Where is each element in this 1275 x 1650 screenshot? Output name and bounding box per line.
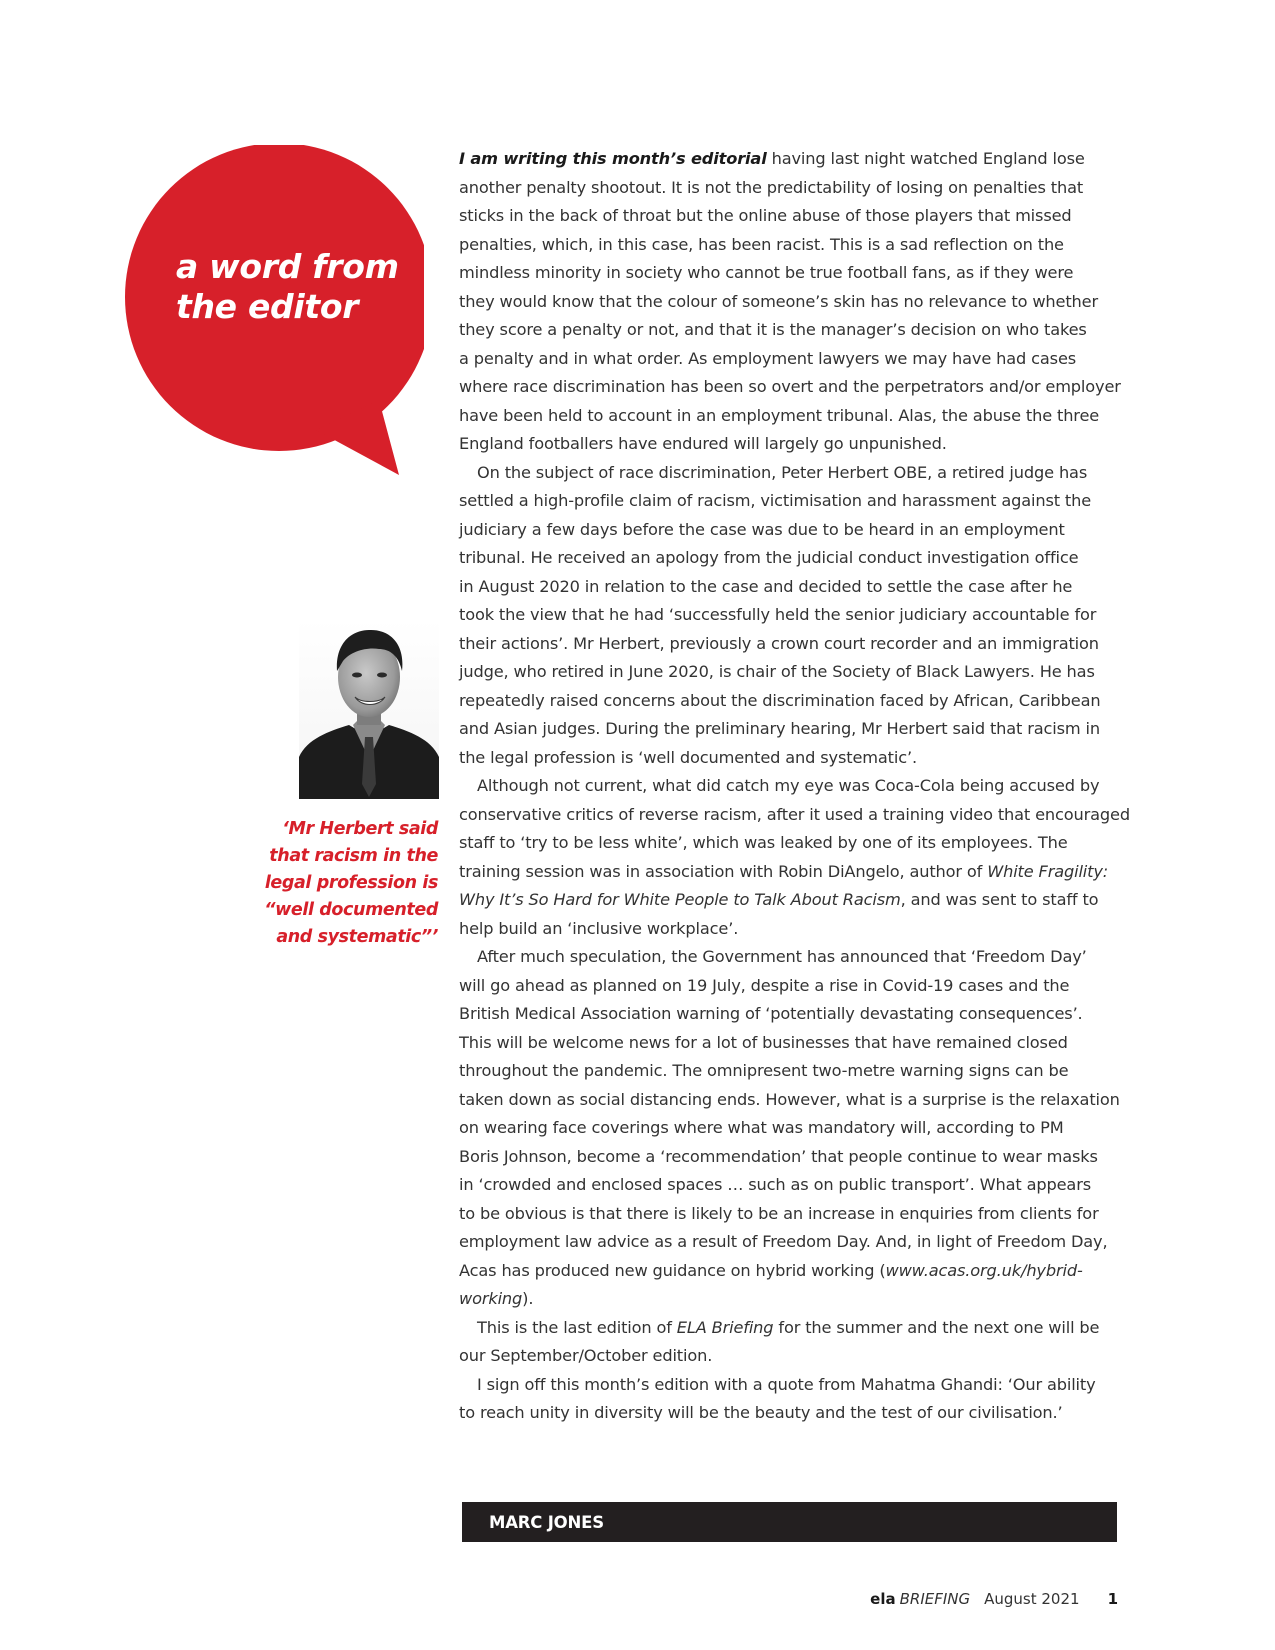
- heading-line: the editor: [176, 287, 359, 326]
- body-line: to reach unity in diversity will be the beauty and the test of our civilisation.’: [459, 1403, 1063, 1422]
- body-line: [459, 1257, 1119, 1286]
- body-line: taken down as social distancing ends. However, what is a surprise is the relaxation: [459, 1089, 1120, 1109]
- body-line: British Medical Association warning of ‘potentially devastating consequences’.: [459, 1004, 1083, 1023]
- body-line: a penalty and in what order. As employment lawyers we may have had cases: [459, 348, 1077, 368]
- book-title: White Fragility:: [987, 861, 1109, 881]
- page-footer: [870, 1590, 1118, 1608]
- lead-in: I am writing this month’s editorial: [459, 149, 767, 168]
- body-line: employment law advice as a result of Freedom Day. And, in light of Freedom Day,: [459, 1232, 1108, 1251]
- author-signature-bar: [462, 1502, 1117, 1542]
- body-line: [459, 886, 1119, 915]
- page-number: 1: [1107, 1590, 1118, 1608]
- body-line: This will be welcome news for a lot of businesses that have remained closed: [459, 1032, 1068, 1052]
- body-line: I sign off this month’s edition with a quote from Mahatma Ghandi: ‘Our ability: [477, 1374, 1096, 1394]
- body-line: on wearing face coverings where what was mandatory will, according to PM: [459, 1118, 1064, 1137]
- body-text: ).: [522, 1289, 534, 1308]
- pull-quote-line: and systematic”’: [276, 927, 438, 947]
- body-line: After much speculation, the Government has announced that ‘Freedom Day’: [477, 947, 1087, 966]
- heading-line: a word from: [176, 247, 399, 286]
- body-line: mindless minority in society who cannot be true football fans, as if they were: [459, 263, 1074, 282]
- body-line: sticks in the back of throat but the online abuse of those players that missed: [459, 206, 1072, 225]
- body-text: having last night watched England lose: [766, 149, 1085, 168]
- body-line: staff to ‘try to be less white’, which was leaked by one of its employees. The: [459, 833, 1068, 852]
- body-line: On the subject of race discrimination, Peter Herbert OBE, a retired judge has: [477, 462, 1088, 482]
- acas-link[interactable]: www.acas.org.uk/hybrid-: [885, 1260, 1083, 1280]
- editorial-body: [459, 145, 1130, 1428]
- publication-name: ELA Briefing: [676, 1317, 774, 1337]
- acas-link[interactable]: working: [459, 1289, 523, 1308]
- body-text: Acas has produced new guidance on hybrid working (: [459, 1260, 886, 1280]
- footer-date: August 2021: [984, 1590, 1080, 1608]
- body-line: have been held to account in an employment tribunal. Alas, the abuse the three: [459, 405, 1100, 425]
- portrait-photo-icon: [299, 619, 439, 799]
- body-line: in ‘crowded and enclosed spaces … such as on public transport’. What appears: [459, 1175, 1091, 1194]
- author-name: MARC JONES: [489, 1512, 604, 1532]
- body-line: settled a high-profile claim of racism, victimisation and harassment against the: [459, 491, 1092, 510]
- body-line: judge, who retired in June 2020, is chair of the Society of Black Lawyers. He has: [459, 662, 1095, 681]
- book-title: Why It’s So Hard for White People to Talk About Racism: [459, 890, 901, 909]
- body-line: in August 2020 in relation to the case and decided to settle the case after he: [459, 576, 1073, 596]
- body-line: took the view that he had ‘successfully held the senior judiciary accountable for: [459, 605, 1097, 624]
- body-line: [459, 145, 1119, 174]
- body-line: Boris Johnson, become a ‘recommendation’ that people continue to wear masks: [459, 1146, 1098, 1166]
- body-line: they score a penalty or not, and that it is the manager’s decision on who takes: [459, 320, 1087, 339]
- pull-quote-line: ‘Mr Herbert said: [282, 819, 438, 839]
- body-line: Although not current, what did catch my eye was Coca-Cola being accused by: [477, 776, 1100, 795]
- body-line: throughout the pandemic. The omnipresent two-metre warning signs can be: [459, 1061, 1069, 1080]
- body-line: [459, 858, 1119, 887]
- body-line: they would know that the colour of someone’s skin has no relevance to whether: [459, 291, 1098, 311]
- body-line: penalties, which, in this case, has been racist. This is a sad reflection on the: [459, 234, 1064, 254]
- body-line: and Asian judges. During the preliminary hearing, Mr Herbert said that racism in: [459, 719, 1100, 738]
- editor-heading-bubble: [124, 145, 424, 485]
- body-line: repeatedly raised concerns about the discrimination faced by African, Caribbean: [459, 690, 1101, 710]
- section-heading: [176, 247, 399, 327]
- body-text: for the summer and the next one will be: [773, 1317, 1100, 1337]
- body-line: will go ahead as planned on 19 July, despite a rise in Covid-19 cases and the: [459, 975, 1070, 995]
- footer-publication: BRIEFING: [899, 1590, 971, 1608]
- body-text: , and was sent to staff to: [900, 890, 1099, 909]
- pull-quote-line: that racism in the: [269, 846, 438, 866]
- body-text: training session was in association with Robin DiAngelo, author of: [459, 861, 988, 881]
- pull-quote: [246, 816, 438, 951]
- author-photo: [299, 619, 439, 799]
- body-line: our September/October edition.: [459, 1346, 713, 1365]
- pull-quote-line: legal profession is: [264, 873, 438, 893]
- body-line: the legal profession is ‘well documented and systematic’.: [459, 747, 917, 767]
- body-line: [459, 1314, 1119, 1343]
- body-line: judiciary a few days before the case was due to be heard in an employment: [459, 519, 1065, 539]
- pull-quote-line: “well documented: [264, 900, 438, 920]
- body-text: This is the last edition of: [477, 1317, 677, 1337]
- body-line: tribunal. He received an apology from the judicial conduct investigation office: [459, 548, 1079, 567]
- body-line: where race discrimination has been so overt and the perpetrators and/or employer: [459, 377, 1121, 396]
- body-line: [459, 1285, 1119, 1314]
- body-line: England footballers have endured will largely go unpunished.: [459, 434, 947, 453]
- body-line: to be obvious is that there is likely to be an increase in enquiries from clients for: [459, 1203, 1099, 1223]
- body-line: their actions’. Mr Herbert, previously a crown court recorder and an immigration: [459, 633, 1099, 653]
- footer-brand: ela: [870, 1590, 896, 1608]
- body-line: conservative critics of reverse racism, after it used a training video that encouraged: [459, 804, 1130, 824]
- body-line: help build an ‘inclusive workplace’.: [459, 918, 739, 938]
- body-line: another penalty shootout. It is not the predictability of losing on penalties that: [459, 177, 1084, 197]
